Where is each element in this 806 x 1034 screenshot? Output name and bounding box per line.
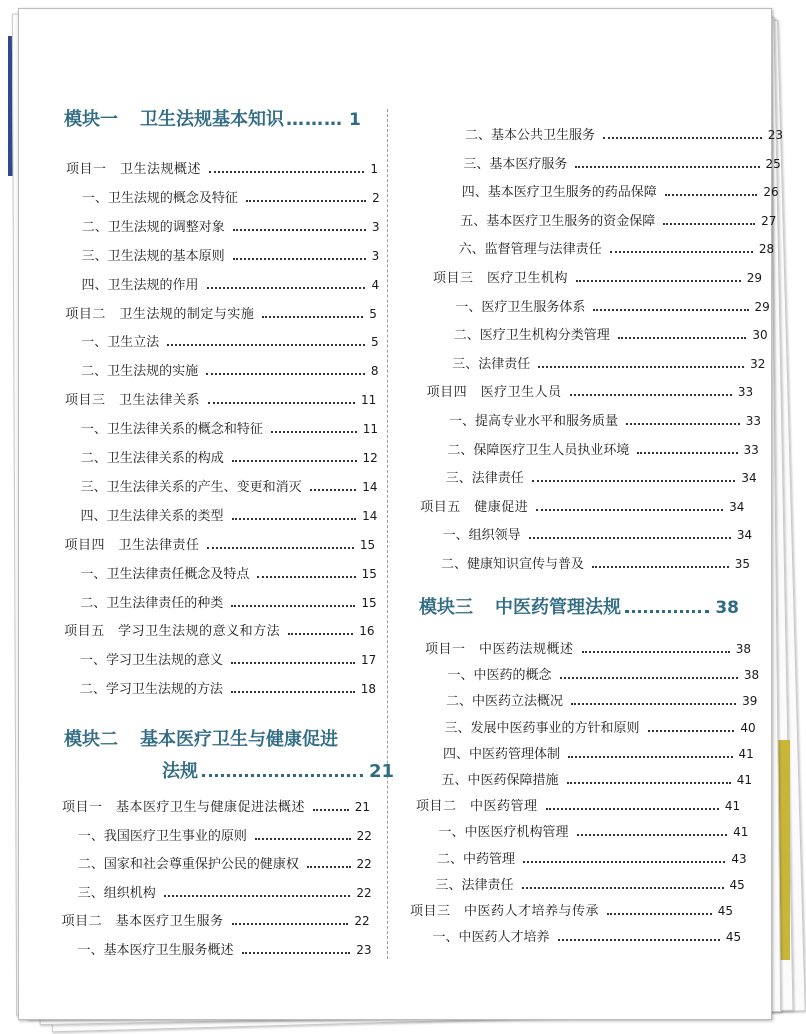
toc-entry-title: 项目三 卫生法律关系 <box>65 393 201 409</box>
toc-entry-title: 项目三 中医药人才培养与传承 <box>410 904 600 919</box>
toc-entry-page: 3 <box>371 219 380 234</box>
toc-entry-title: 一、组织领导 <box>442 528 521 544</box>
toc-entry-page: 15 <box>361 566 377 581</box>
toc-project-entry[interactable] <box>64 623 374 640</box>
toc-entry-title: 项目五 健康促进 <box>420 499 529 515</box>
toc-entry-title: 二、健康知识宣传与普及 <box>441 557 585 572</box>
toc-entry-title: 一、提高专业水平和服务质量 <box>449 414 619 429</box>
toc-entry-page: 43 <box>731 851 747 866</box>
toc-section-entry[interactable] <box>64 942 372 959</box>
leader-dots <box>313 809 349 811</box>
toc-entry-page: 14 <box>362 508 378 523</box>
toc-entry-page: 16 <box>359 624 375 639</box>
leader-dots <box>618 337 747 339</box>
toc-entry-page: 25 <box>765 156 781 171</box>
toc-entry-page: 23 <box>356 942 372 957</box>
toc-entry-title: 五、中医药保障措施 <box>441 773 559 788</box>
toc-entry-title: 一、卫生立法 <box>81 335 160 351</box>
toc-entry-page: 45 <box>729 877 745 892</box>
toc-entry-title: 三、法律责任 <box>445 471 524 487</box>
toc-section-entry[interactable] <box>68 190 380 207</box>
leader-dots <box>637 452 737 454</box>
toc-entry-title: 三、法律责任 <box>435 877 514 893</box>
toc-entry-page: 39 <box>742 694 758 709</box>
toc-entry-title: 一、学习卫生法规的意义 <box>79 653 223 669</box>
toc-section-entry[interactable] <box>68 277 380 294</box>
toc-entry-title: 项目二 基本医疗卫生服务 <box>61 914 224 929</box>
toc-entry-title: 项目五 学习卫生法规的意义和方法 <box>64 624 281 640</box>
toc-section-entry[interactable] <box>445 241 775 258</box>
leader-dots <box>558 939 720 941</box>
toc-project-entry[interactable] <box>410 903 733 920</box>
module-leader-dots: ……… <box>286 109 343 130</box>
leader-dots <box>232 923 349 925</box>
toc-section-entry[interactable] <box>64 885 372 902</box>
toc-entry-title: 项目一 基本医疗卫生与健康促进法概述 <box>62 800 306 815</box>
toc-entry-title: 四、卫生法律关系的类型 <box>80 508 224 524</box>
toc-entry-title: 一、卫生法律责任概念及特点 <box>80 566 250 582</box>
leader-dots <box>626 423 740 425</box>
toc-entry-title: 项目一 卫生法规概述 <box>66 162 202 177</box>
toc-entry-title: 一、中医药人才培养 <box>432 930 550 946</box>
toc-entry-title: 一、卫生法规的概念及特征 <box>81 190 238 206</box>
leader-dots <box>610 251 753 253</box>
leader-dots <box>592 566 729 568</box>
toc-entry-title: 项目二 中医药管理 <box>416 799 538 815</box>
toc-section-entry[interactable] <box>449 156 780 173</box>
toc-section-entry[interactable] <box>67 450 378 467</box>
toc-entry-title: 三、卫生法律关系的产生、变更和消灭 <box>80 479 302 495</box>
toc-entry-title: 四、卫生法规的作用 <box>81 277 199 293</box>
toc-section-entry[interactable] <box>427 556 750 573</box>
toc-entry-page: 45 <box>717 904 733 918</box>
toc-entry-page: 29 <box>754 299 770 314</box>
toc-entry-page: 41 <box>724 799 741 814</box>
toc-entry-title: 三、卫生法规的基本原则 <box>81 248 225 264</box>
column-divider <box>387 109 388 959</box>
toc-entry-page: 32 <box>750 356 766 371</box>
toc-section-entry[interactable] <box>425 824 749 841</box>
toc-entry-title: 项目四 卫生法律责任 <box>64 537 200 553</box>
toc-entry-page: 38 <box>735 642 751 656</box>
leader-dots <box>209 171 364 173</box>
leader-dots <box>576 280 741 282</box>
toc-section-entry[interactable] <box>423 851 747 868</box>
toc-section-entry[interactable] <box>432 693 757 710</box>
toc-project-entry[interactable] <box>65 306 377 323</box>
module-leader-dots <box>625 610 709 613</box>
toc-project-entry[interactable] <box>427 384 754 401</box>
leader-dots <box>568 756 733 758</box>
toc-entry-title: 二、卫生法律关系的构成 <box>80 451 224 466</box>
toc-entry-page: 11 <box>360 393 377 408</box>
leader-dots <box>536 509 723 511</box>
toc-entry-page: 22 <box>354 914 370 928</box>
module-heading-2[interactable] <box>64 729 338 751</box>
toc-entry-page: 40 <box>740 720 756 735</box>
module-title: 中医药管理法规 <box>495 597 621 618</box>
toc-entry-page: 14 <box>362 479 378 494</box>
toc-entry-title: 二、学习卫生法规的方法 <box>79 682 223 698</box>
toc-entry-page: 29 <box>746 271 762 285</box>
toc-project-entry[interactable] <box>65 392 376 409</box>
leader-dots <box>164 895 351 897</box>
toc-entry-title: 三、发展中医药事业的方针和原则 <box>444 720 640 736</box>
leader-dots <box>575 166 759 168</box>
toc-entry-page: 35 <box>734 557 750 571</box>
leader-dots <box>546 808 719 810</box>
toc-section-entry[interactable] <box>429 527 753 544</box>
toc-entry-page: 1 <box>370 162 378 176</box>
toc-entry-page: 2 <box>372 190 380 205</box>
module-title-cont: 法规 <box>162 761 198 782</box>
toc-project-entry[interactable] <box>66 161 378 178</box>
toc-entry-title: 项目一 中医药法规概述 <box>425 642 574 657</box>
toc-entry-page: 18 <box>360 682 377 697</box>
leader-dots <box>231 691 355 693</box>
toc-entry-title: 二、基本公共卫生服务 <box>465 128 596 143</box>
toc-project-entry[interactable] <box>420 499 744 516</box>
leader-dots <box>310 489 357 491</box>
toc-section-entry[interactable] <box>68 219 380 236</box>
toc-entry-page: 15 <box>361 595 377 610</box>
toc-entry-page: 41 <box>733 825 749 840</box>
module-heading-3[interactable] <box>419 597 739 619</box>
toc-entry-title: 二、中医药立法概况 <box>446 694 564 710</box>
toc-section-entry[interactable] <box>441 299 769 316</box>
toc-entry-page: 22 <box>356 828 372 843</box>
toc-project-entry[interactable] <box>416 798 740 815</box>
toc-section-entry[interactable] <box>432 470 757 487</box>
leader-dots <box>231 662 355 664</box>
module-key: 模块一 <box>64 109 118 130</box>
toc-entry-page: 17 <box>360 653 377 668</box>
toc-section-entry[interactable] <box>67 508 378 525</box>
toc-entry-title: 项目二 卫生法规的制定与实施 <box>65 306 255 322</box>
toc-entry-page: 3 <box>371 248 380 263</box>
toc-entry-title: 一、医疗卫生服务体系 <box>455 299 586 315</box>
leader-dots <box>232 518 357 520</box>
toc-section-entry[interactable] <box>435 413 761 430</box>
toc-entry-page: 38 <box>743 668 760 683</box>
toc-entry-page: 34 <box>729 499 745 514</box>
toc-section-entry[interactable] <box>67 334 378 351</box>
toc-entry-title: 三、基本医疗服务 <box>463 156 568 172</box>
module-page-number: 38 <box>715 598 739 618</box>
leader-dots <box>665 194 758 196</box>
toc-entry-title: 项目四 医疗卫生人员 <box>426 385 562 401</box>
leader-dots <box>593 309 748 311</box>
leader-dots <box>570 394 732 396</box>
toc-project-entry[interactable] <box>425 641 751 658</box>
leader-dots <box>522 887 724 889</box>
toc-section-entry[interactable] <box>64 856 372 873</box>
toc-entry-page: 27 <box>761 213 777 228</box>
leader-dots <box>207 287 366 289</box>
toc-entry-title: 二、卫生法规的调整对象 <box>81 219 225 235</box>
toc-entry-page: 11 <box>362 422 378 437</box>
toc-entry-page: 15 <box>359 537 376 552</box>
leader-dots <box>207 547 353 549</box>
toc-project-entry[interactable] <box>62 799 370 816</box>
toc-entry-title: 二、卫生法律责任的种类 <box>80 595 224 611</box>
toc-entry-page: 22 <box>356 857 372 871</box>
toc-entry-title: 一、中医医疗机构管理 <box>438 825 569 841</box>
toc-entry-page: 34 <box>736 528 753 543</box>
leader-dots <box>607 913 712 915</box>
toc-section-entry[interactable] <box>438 356 765 373</box>
leader-dots <box>577 834 728 836</box>
module-title: 基本医疗卫生与健康促进 <box>140 729 338 750</box>
toc-entry-page: 33 <box>743 442 759 457</box>
toc-section-entry[interactable] <box>431 720 756 737</box>
toc-section-entry[interactable] <box>446 213 776 230</box>
module-key: 模块三 <box>419 597 473 618</box>
leader-dots <box>255 838 351 840</box>
leader-dots <box>246 200 366 202</box>
toc-section-entry[interactable] <box>448 184 779 201</box>
toc-entry-page: 30 <box>752 328 768 343</box>
toc-entry-title: 一、我国医疗卫生事业的原则 <box>77 828 247 844</box>
leader-dots <box>242 952 351 954</box>
toc-entry-page: 28 <box>758 242 775 257</box>
toc-entry-title: 一、中医药的概念 <box>447 668 552 684</box>
toc-entry-title: 四、基本医疗卫生服务的药品保障 <box>461 185 657 201</box>
toc-entry-page: 26 <box>763 185 779 200</box>
toc-section-entry[interactable] <box>68 248 380 265</box>
toc-project-entry[interactable] <box>433 270 762 287</box>
toc-section-entry[interactable] <box>66 652 376 669</box>
leader-dots <box>307 866 351 868</box>
toc-entry-title: 项目三 医疗卫生机构 <box>433 271 569 286</box>
toc-section-entry[interactable] <box>66 566 377 583</box>
toc-section-entry[interactable] <box>440 327 768 344</box>
toc-entry-page: 41 <box>736 773 752 787</box>
toc-entry-title: 一、基本医疗卫生服务概述 <box>77 942 234 958</box>
toc-entry-page: 33 <box>737 385 754 400</box>
leader-dots <box>232 460 357 462</box>
toc-entry-title: 三、法律责任 <box>452 356 531 372</box>
leader-dots <box>262 316 363 318</box>
toc-section-entry[interactable] <box>64 828 372 845</box>
leader-dots <box>167 344 365 346</box>
toc-entry-page: 33 <box>745 414 761 428</box>
toc-entry-page: 45 <box>725 930 742 945</box>
leader-dots <box>233 258 366 260</box>
leader-dots <box>603 137 762 139</box>
leader-dots <box>560 677 738 679</box>
toc-entry-page: 41 <box>738 746 754 761</box>
toc-project-entry[interactable] <box>64 537 375 554</box>
leader-dots <box>567 782 731 784</box>
toc-entry-page: 34 <box>741 471 757 486</box>
toc-section-entry[interactable] <box>422 877 745 894</box>
toc-entry-page: 21 <box>354 800 370 814</box>
leader-dots <box>523 861 725 863</box>
toc-entry-page: 5 <box>371 335 379 350</box>
toc-section-entry[interactable] <box>419 929 742 946</box>
toc-entry-title: 二、中药管理 <box>437 851 516 867</box>
leader-dots <box>257 576 355 578</box>
leader-dots <box>538 366 744 368</box>
leader-dots <box>529 537 731 539</box>
toc-section-entry[interactable] <box>67 479 378 496</box>
module-title: 卫生法规基本知识 <box>140 109 284 130</box>
toc-entry-page: 4 <box>371 277 380 292</box>
toc-entry-title: 五、基本医疗卫生服务的资金保障 <box>460 213 656 229</box>
leader-dots <box>582 651 730 653</box>
toc-page <box>18 8 783 1020</box>
leader-dots <box>233 229 366 231</box>
leader-dots <box>532 480 736 482</box>
toc-entry-page: 22 <box>356 885 372 900</box>
leader-dots <box>271 431 357 433</box>
toc-project-entry[interactable] <box>62 913 370 930</box>
toc-section-entry[interactable] <box>428 772 753 789</box>
toc-entry-page: 5 <box>369 306 377 321</box>
toc-section-entry[interactable] <box>66 681 376 698</box>
toc-section-entry[interactable] <box>67 421 378 438</box>
leader-dots <box>208 402 355 404</box>
toc-section-entry[interactable] <box>434 667 760 684</box>
toc-entry-page: 12 <box>362 451 378 465</box>
leader-dots <box>648 730 735 732</box>
toc-entry-title: 二、卫生法规的实施 <box>81 364 199 380</box>
leader-dots <box>206 373 365 375</box>
module-heading-1[interactable] <box>64 109 394 131</box>
module-page-number: 21 <box>368 761 394 782</box>
module-page-number: 1 <box>349 110 361 130</box>
toc-section-entry[interactable] <box>66 595 377 612</box>
toc-section-entry[interactable] <box>433 442 758 459</box>
leader-dots <box>663 223 755 225</box>
toc-entry-title: 四、中医药管理体制 <box>443 746 561 762</box>
toc-entry-title: 六、监督管理与法律责任 <box>458 242 602 258</box>
toc-section-entry[interactable] <box>451 127 783 144</box>
leader-dots <box>571 703 736 705</box>
toc-entry-title: 二、保障医疗卫生人员执业环境 <box>447 442 630 458</box>
toc-section-entry[interactable] <box>429 746 754 763</box>
toc-section-entry[interactable] <box>67 363 378 380</box>
module-heading-2-cont[interactable] <box>162 757 394 783</box>
leader-dots <box>231 605 355 607</box>
toc-entry-page: 8 <box>370 364 379 379</box>
toc-entry-title: 三、组织机构 <box>77 885 156 901</box>
toc-entry-title: 二、医疗卫生机构分类管理 <box>453 328 610 344</box>
toc-entry-title: 一、卫生法律关系的概念和特征 <box>80 422 263 438</box>
leader-dots <box>288 633 353 635</box>
toc-entry-title: 二、国家和社会尊重保护公民的健康权 <box>77 857 299 872</box>
module-key: 模块二 <box>64 729 118 750</box>
module-leader-dots <box>202 774 363 777</box>
toc-entry-page: 23 <box>767 128 783 142</box>
